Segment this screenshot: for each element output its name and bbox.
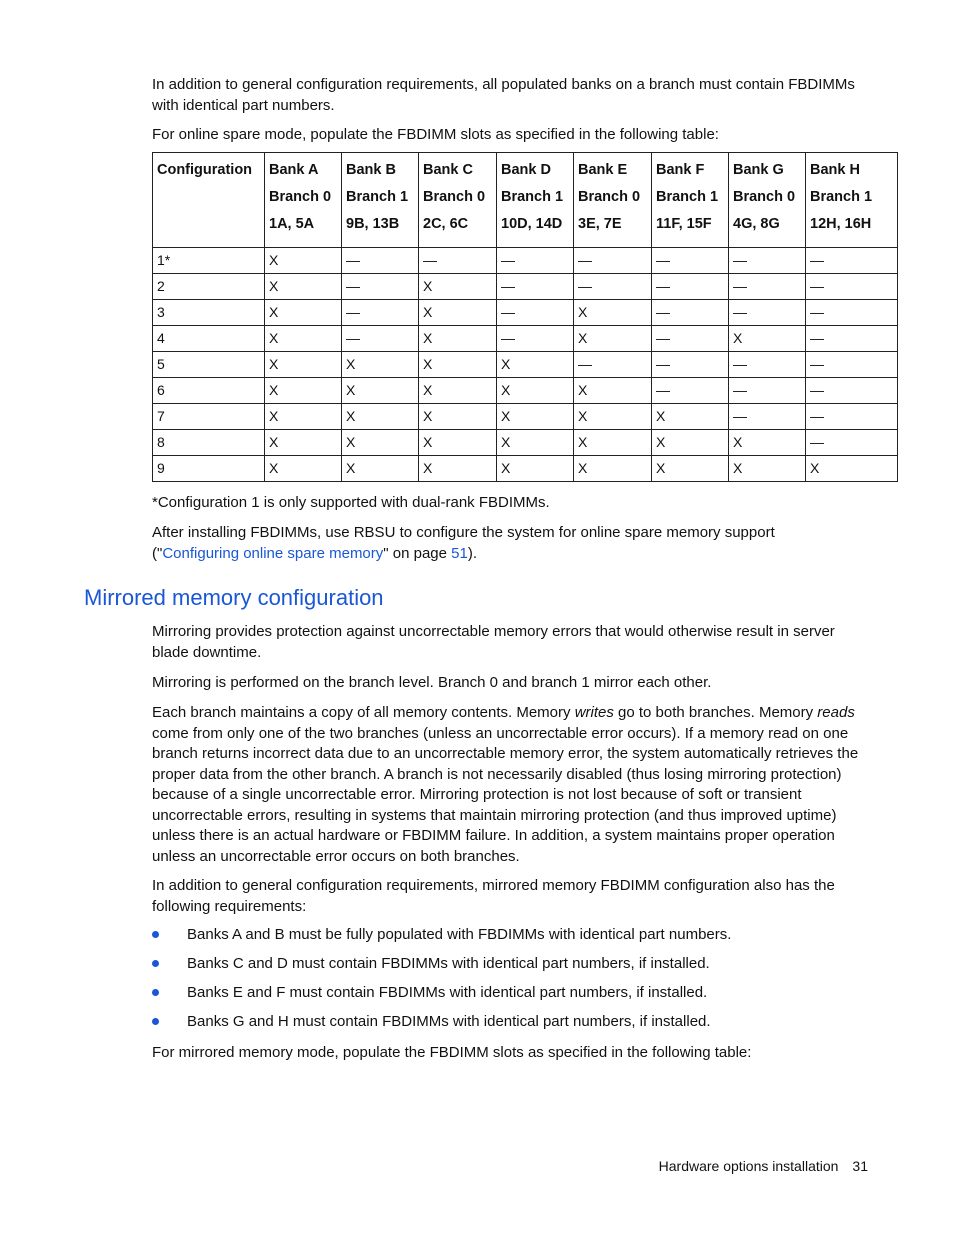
- table-cell: —: [652, 274, 729, 300]
- column-header-line: Bank E: [578, 162, 628, 178]
- table-row: [153, 430, 898, 456]
- column-header-line: Bank D: [501, 162, 551, 178]
- table-cell: X: [342, 352, 419, 378]
- column-header-line: Configuration: [157, 162, 253, 178]
- table-cell: X: [419, 326, 497, 352]
- intro-paragraph-1: In addition to general configuration requirements, all populated banks on a branch must contain FBDIMMs with identical part numbers.: [152, 76, 855, 114]
- table-cell: —: [806, 352, 898, 378]
- table-cell: X: [419, 352, 497, 378]
- column-header-line: Bank B: [346, 162, 396, 178]
- p3-text-a: Each branch maintains a copy of all memory contents. Memory: [152, 704, 575, 721]
- table-row: [153, 378, 898, 404]
- list-item-text: Banks A and B must be fully populated with FBDIMMs with identical part numbers.: [187, 926, 732, 943]
- online-spare-config-table: [152, 152, 898, 482]
- list-item: [152, 925, 860, 954]
- mirror-paragraph-5: For mirrored memory mode, populate the FBDIMM slots as specified in the following table:: [152, 1044, 752, 1061]
- table-cell: X: [265, 378, 342, 404]
- column-header-line: 2C, 6C: [423, 216, 469, 232]
- table-cell: X: [342, 378, 419, 404]
- table-cell: —: [652, 378, 729, 404]
- table-cell: X: [574, 456, 652, 482]
- table-cell: —: [729, 274, 806, 300]
- table-cell: X: [574, 378, 652, 404]
- column-header-line: Bank C: [423, 162, 473, 178]
- table-cell: —: [574, 274, 652, 300]
- config-number-cell: 2: [153, 274, 265, 300]
- table-cell: X: [265, 430, 342, 456]
- table-row: [153, 248, 898, 274]
- table-cell: X: [265, 274, 342, 300]
- column-header: [265, 153, 342, 248]
- table-cell: X: [265, 300, 342, 326]
- table-cell: —: [419, 248, 497, 274]
- table-cell: X: [265, 404, 342, 430]
- table-cell: X: [419, 456, 497, 482]
- table-cell: —: [806, 404, 898, 430]
- column-header-line: 3E, 7E: [578, 216, 622, 232]
- table-cell: X: [265, 456, 342, 482]
- table-row: [153, 404, 898, 430]
- table-cell: —: [342, 248, 419, 274]
- column-header-line: 12H, 16H: [810, 216, 872, 232]
- column-header-line: Branch 0: [423, 189, 486, 205]
- table-cell: —: [806, 248, 898, 274]
- table-cell: —: [497, 300, 574, 326]
- column-header-line: Branch 1: [501, 189, 564, 205]
- writes-emphasis: writes: [574, 704, 614, 721]
- mirror-paragraph-4: In addition to general configuration requirements, mirrored memory FBDIMM configuration also has the following requirements:: [152, 877, 835, 915]
- table-cell: X: [497, 456, 574, 482]
- column-header: [652, 153, 729, 248]
- list-item-text: Banks E and F must contain FBDIMMs with identical part numbers, if installed.: [187, 984, 708, 1001]
- table-cell: X: [419, 300, 497, 326]
- table-cell: —: [806, 326, 898, 352]
- table-cell: X: [574, 404, 652, 430]
- config-number-cell: 3: [153, 300, 265, 326]
- page-number: 31: [852, 1158, 868, 1174]
- footer-section-title: Hardware options installation: [658, 1158, 839, 1174]
- config-number-cell: 7: [153, 404, 265, 430]
- list-item-text: Banks C and D must contain FBDIMMs with identical part numbers, if installed.: [187, 955, 710, 972]
- page-51-link[interactable]: 51: [451, 544, 468, 562]
- table-cell: —: [574, 248, 652, 274]
- p3-text-b: go to both branches. Memory: [613, 704, 818, 721]
- table-row: [153, 456, 898, 482]
- after-text-post: ).: [467, 544, 478, 562]
- table-cell: —: [652, 248, 729, 274]
- column-header-line: 9B, 13B: [346, 216, 400, 232]
- table-cell: —: [342, 326, 419, 352]
- page-footer: [659, 1158, 868, 1174]
- table-cell: X: [265, 352, 342, 378]
- table-header-row: [153, 153, 898, 248]
- mirror-paragraph-2: Mirroring is performed on the branch level. Branch 0 and branch 1 mirror each other.: [152, 674, 712, 691]
- section-heading: Mirrored memory configuration: [84, 585, 384, 610]
- config-number-cell: 8: [153, 430, 265, 456]
- requirements-list: [152, 925, 860, 1041]
- bullet-icon: [152, 960, 159, 967]
- table-cell: —: [342, 300, 419, 326]
- table-cell: X: [265, 326, 342, 352]
- table-cell: X: [419, 430, 497, 456]
- table-cell: X: [497, 352, 574, 378]
- column-header: [497, 153, 574, 248]
- column-header-line: Bank G: [733, 162, 784, 178]
- table-cell: —: [574, 352, 652, 378]
- config-number-cell: 1*: [153, 248, 265, 274]
- table-cell: —: [497, 274, 574, 300]
- column-header: [153, 153, 265, 248]
- table-row: [153, 274, 898, 300]
- table-row: [153, 352, 898, 378]
- table-cell: X: [342, 404, 419, 430]
- table-cell: —: [652, 326, 729, 352]
- column-header: [419, 153, 497, 248]
- table-cell: —: [652, 300, 729, 326]
- column-header: [342, 153, 419, 248]
- table-row: [153, 300, 898, 326]
- table-cell: X: [574, 430, 652, 456]
- after-text-mid: " on page: [383, 544, 452, 562]
- column-header-line: Branch 1: [810, 189, 873, 205]
- column-header-line: Branch 0: [733, 189, 796, 205]
- bullet-icon: [152, 1018, 159, 1025]
- bullet-icon: [152, 989, 159, 996]
- table-cell: —: [729, 378, 806, 404]
- table-cell: X: [652, 430, 729, 456]
- config-number-cell: 4: [153, 326, 265, 352]
- column-header-line: 10D, 14D: [501, 216, 563, 232]
- table-cell: —: [342, 274, 419, 300]
- column-header: [806, 153, 898, 248]
- table-cell: X: [729, 326, 806, 352]
- table-cell: X: [419, 378, 497, 404]
- column-header-line: 11F, 15F: [656, 216, 712, 232]
- column-header-line: Branch 0: [269, 189, 332, 205]
- bullet-icon: [152, 931, 159, 938]
- after-text-pre: After installing FBDIMMs, use RBSU to configure the system for online spare memory support (": [152, 524, 775, 562]
- table-cell: —: [497, 326, 574, 352]
- p3-text-c: come from only one of the two branches (unless an uncorrectable error occurs). If a memory read on one branch returns incorrect data due to an uncorrectable memory error, the system automatically retrieves the proper data from the other branch. A branch is not necessarily disabled (thus losing mirroring protection) because of a single uncorrectable error. Mirroring protection is not lost because of soft or transient uncorrectable errors, resulting in systems that maintain mirroring protection (and thus improved uptime) unless there is an actual hardware or FBDIMM failure. In addition, a system maintains proper operation unless an uncorrectable error occurs on both branches.: [152, 724, 859, 865]
- table-cell: —: [497, 248, 574, 274]
- table-cell: X: [497, 430, 574, 456]
- table-cell: X: [342, 430, 419, 456]
- table-cell: —: [729, 404, 806, 430]
- table-cell: X: [652, 404, 729, 430]
- config-number-cell: 6: [153, 378, 265, 404]
- table-cell: X: [497, 378, 574, 404]
- table-cell: X: [729, 430, 806, 456]
- list-item: [152, 983, 860, 1012]
- mirror-paragraph-1: Mirroring provides protection against uncorrectable memory errors that would otherwise result in server blade downtime.: [152, 623, 835, 661]
- column-header-line: Bank A: [269, 162, 319, 178]
- column-header: [729, 153, 806, 248]
- table-cell: X: [419, 404, 497, 430]
- configuring-online-spare-link[interactable]: Configuring online spare memory: [162, 544, 384, 562]
- column-header-line: Branch 0: [578, 189, 641, 205]
- column-header-line: Bank H: [810, 162, 860, 178]
- table-cell: —: [729, 300, 806, 326]
- table-cell: X: [729, 456, 806, 482]
- column-header: [574, 153, 652, 248]
- list-item: [152, 1012, 860, 1041]
- table-cell: X: [574, 300, 652, 326]
- table-footnote: *Configuration 1 is only supported with dual-rank FBDIMMs.: [152, 494, 550, 511]
- table-cell: —: [806, 274, 898, 300]
- table-cell: —: [806, 300, 898, 326]
- table-cell: —: [806, 430, 898, 456]
- list-item: [152, 954, 860, 983]
- table-cell: —: [729, 352, 806, 378]
- config-number-cell: 5: [153, 352, 265, 378]
- intro-paragraph-2: For online spare mode, populate the FBDIMM slots as specified in the following table:: [152, 126, 719, 143]
- table-cell: —: [652, 352, 729, 378]
- column-header-line: 4G, 8G: [733, 216, 780, 232]
- list-item-text: Banks G and H must contain FBDIMMs with identical part numbers, if installed.: [187, 1013, 711, 1030]
- column-header-line: 1A, 5A: [269, 216, 315, 232]
- column-header-line: Bank F: [656, 162, 705, 178]
- reads-emphasis: reads: [817, 704, 855, 721]
- table-cell: X: [419, 274, 497, 300]
- table-cell: X: [342, 456, 419, 482]
- column-header-line: Branch 1: [346, 189, 409, 205]
- table-row: [153, 326, 898, 352]
- table-cell: X: [806, 456, 898, 482]
- config-number-cell: 9: [153, 456, 265, 482]
- mirror-paragraph-3: [152, 703, 860, 867]
- table-cell: X: [497, 404, 574, 430]
- column-header-line: Branch 1: [656, 189, 719, 205]
- table-body: [153, 248, 898, 482]
- table-cell: X: [265, 248, 342, 274]
- table-cell: —: [729, 248, 806, 274]
- table-cell: X: [652, 456, 729, 482]
- after-install-paragraph: [152, 523, 860, 564]
- table-cell: X: [574, 326, 652, 352]
- table-cell: —: [806, 378, 898, 404]
